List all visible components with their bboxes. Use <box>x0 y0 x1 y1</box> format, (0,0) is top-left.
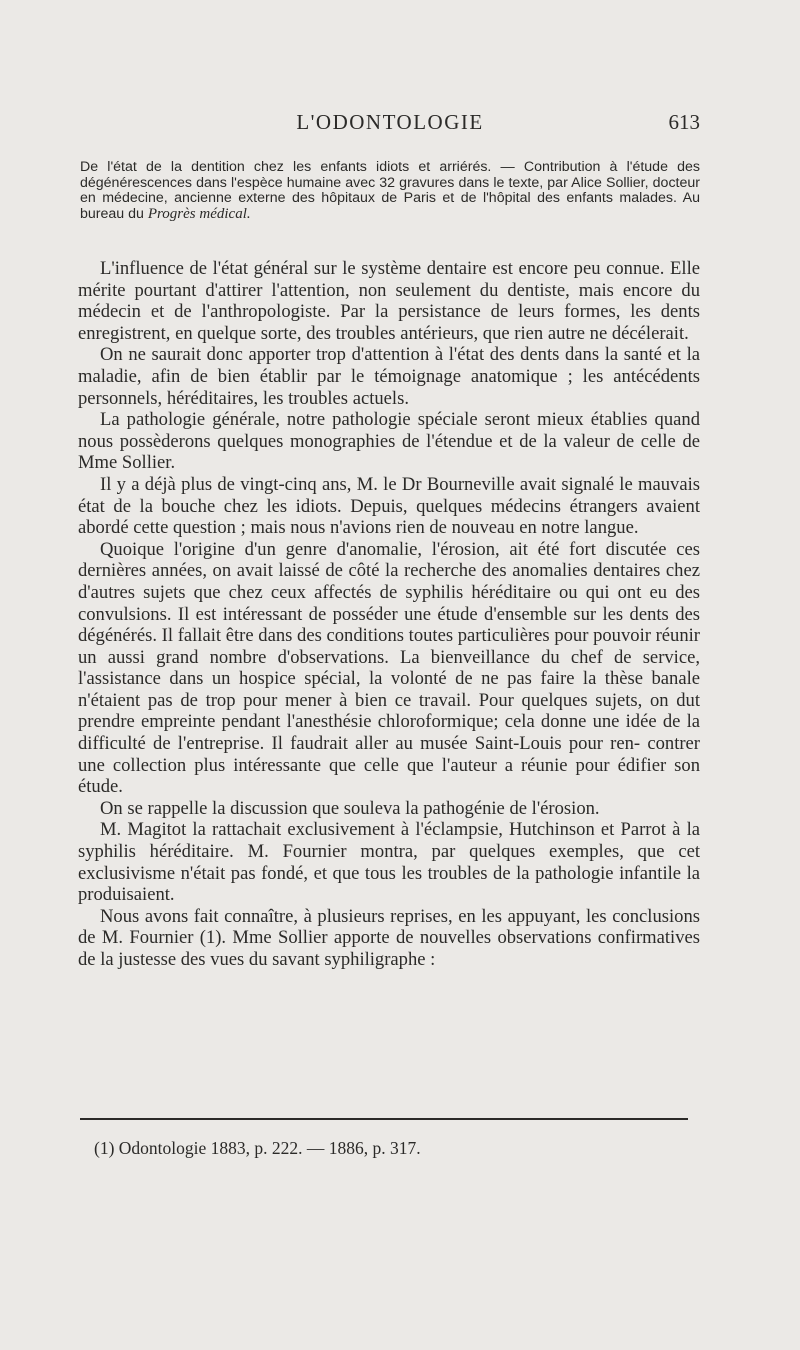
article-body <box>78 258 700 971</box>
footnote: (1) Odontologie 1883, p. 222. — 1886, p. 317. <box>94 1138 421 1158</box>
paragraph: Il y a déjà plus de vingt-cinq ans, M. le Dr Bourneville avait signalé le mauvais état de la bouche chez les idiots. Depuis, quelques médecins étrangers avaient abordé cette question ; mais nous n'avions rien de nouveau en notre langue. <box>78 473 700 539</box>
footnote-divider <box>80 1118 688 1120</box>
paragraph: Quoique l'origine d'un genre d'anomalie, l'érosion, ait été fort discutée ces dernières années, on avait laissé de côté la recherche des anomalies dentaires chez d'autres sujets que chez ceux affectés de syphilis héréditaire ou qui ont eu des convulsions. Il est intéressant de posséder une étude d'ensemble sur les dents des dégénérés. Il fallait être dans des conditions toutes particulières pour pouvoir réunir un aussi grand nombre d'observations. La bienveillance du chef de service, l'assistance dans un hospice spécial, la volonté de ne pas faire la thèse banale n'étaient pas de trop pour mener à bien ce travail. Pour quelques sujets, on dut prendre empreinte pendant l'anesthésie chloroformique; cela donne une idée de la difficulté de l'entreprise. Il faudrait aller au musée Saint-Louis pour ren- contrer une collection plus intéressante que celle que l'auteur a réunie pour édifier son étude. <box>78 538 700 798</box>
reference-publisher: Progrès médical. <box>147 205 251 222</box>
paragraph: Nous avons fait connaître, à plusieurs reprises, en les appuyant, les conclusions de M. Fournier (1). Mme Sollier apporte de nouvelles observations confirmatives de la justesse des vues du savant syphiligraphe : <box>78 905 700 970</box>
bibliographic-reference <box>80 160 700 222</box>
paragraph: On se rappelle la discussion que souleva la pathogénie de l'érosion. <box>100 797 600 819</box>
reference-text: De l'état de la dentition chez les enfants idiots et arriérés. — Contribution à l'étude des dégénérescences dans l'espèce humaine avec 32 gravures dans le texte, par Alice Sollier, docteur en médecine, ancienne externe des hôpitaux de Paris et de l'hôpital des enfants malades. Au bureau du <box>80 159 700 222</box>
paragraph: On ne saurait donc apporter trop d'attention à l'état des dents dans la santé et la maladie, afin de bien établir par le témoignage anatomique ; les antécédents personnels, héréditaires, les troubles actuels. <box>78 344 700 409</box>
paragraph: La pathologie générale, notre pathologie spéciale seront mieux établies quand nous possèderons quelques monographies de l'étendue et de la valeur de celle de Mme Sollier. <box>78 409 700 474</box>
paragraph: M. Magitot la rattachait exclusivement à l'éclampsie, Hutchinson et Parrot à la syphilis héréditaire. M. Fournier montra, par quelques exemples, que cet exclusivisme n'était pas fondé, et que tous les troubles de la pathologie infantile la produisaient. <box>78 819 700 906</box>
paragraph: L'influence de l'état général sur le système dentaire est encore peu connue. Elle mérite pourtant d'attirer l'attention, non seulement du dentiste, mais encore du médecin et de l'anthropologiste. Par la persistance de leurs formes, les dents enregistrent, en quelque sorte, des troubles antérieurs, que rien autre ne décélerait. <box>78 258 700 344</box>
journal-title: L'ODONTOLOGIE <box>296 110 484 134</box>
running-header <box>80 110 700 140</box>
page-number: 613 <box>668 110 700 134</box>
